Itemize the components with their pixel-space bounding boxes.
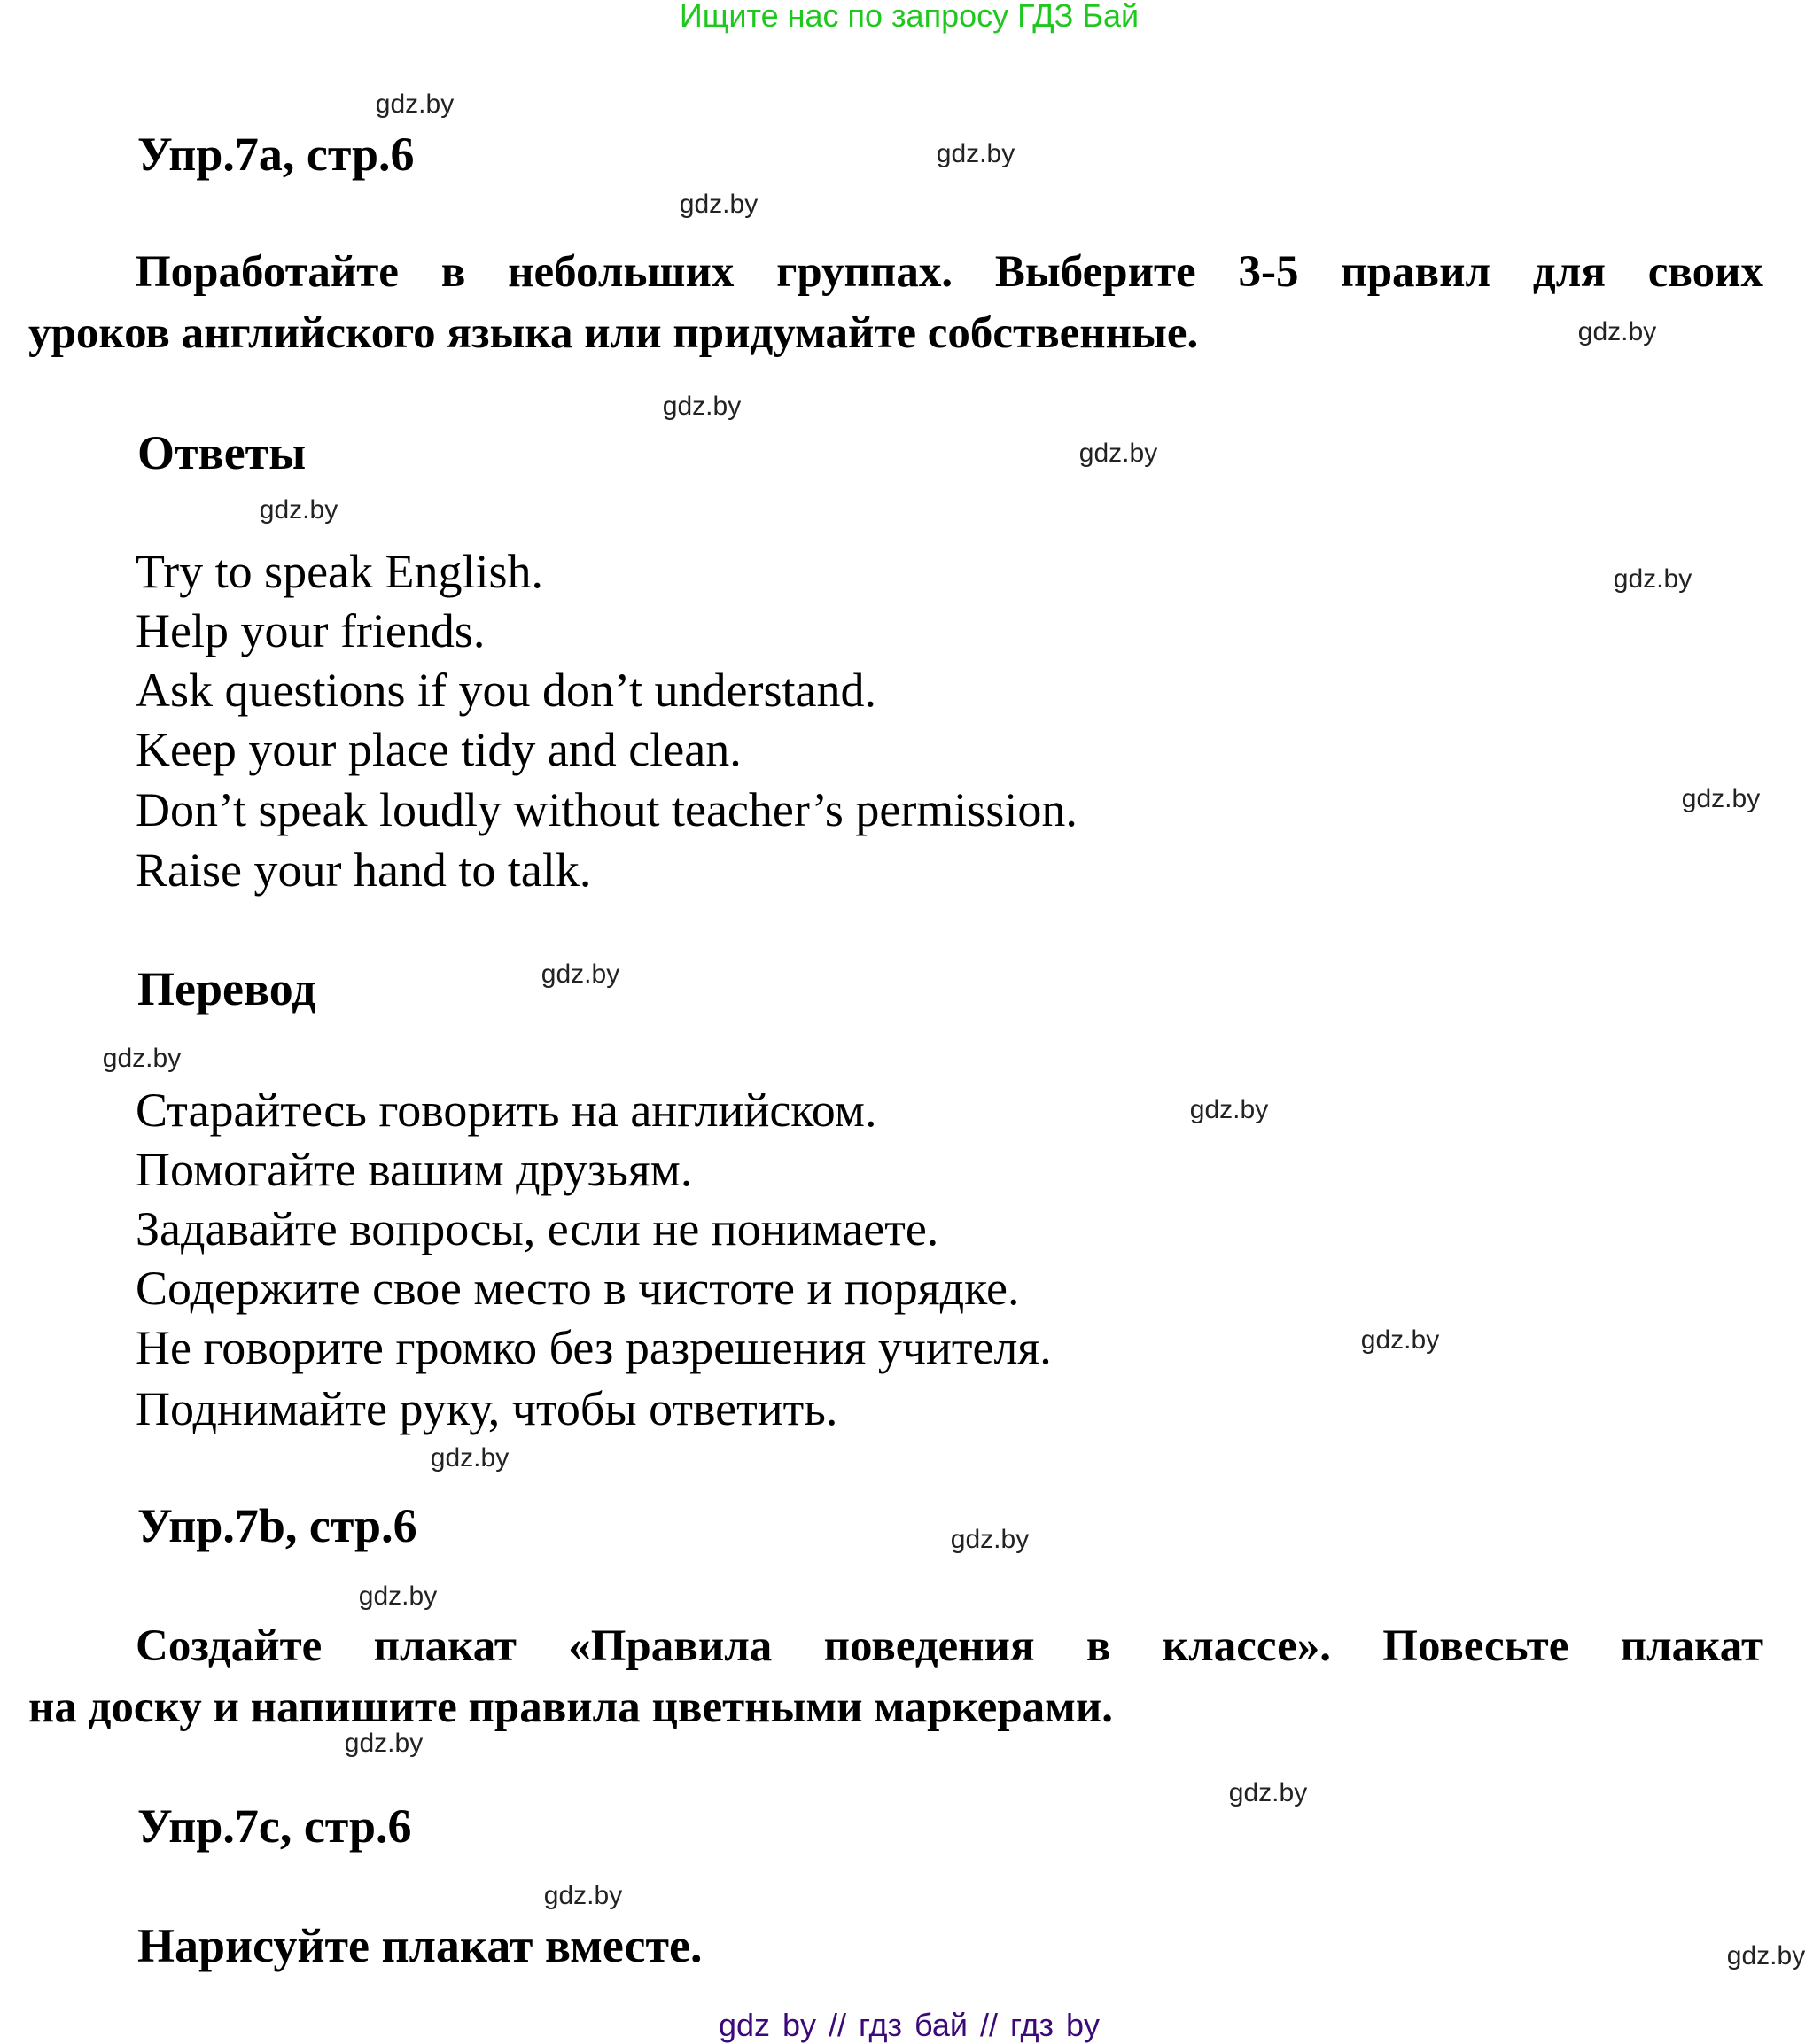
watermark: gdz.by <box>679 190 759 219</box>
watermark: gdz.by <box>950 1525 1030 1554</box>
watermark: gdz.by <box>1078 439 1158 468</box>
watermark: gdz.by <box>358 1582 438 1611</box>
exercise-7a-heading: Упр.7a, стр.6 <box>137 128 415 181</box>
answer-line: Help your friends. <box>136 604 486 657</box>
translation-line: Не говорите громко без разрешения учителя. <box>136 1321 1052 1374</box>
task-line: Поработайте в небольших группах. Выберите 3-5 правил для своих <box>136 247 1763 297</box>
watermark: gdz.by <box>375 89 455 119</box>
exercise-7c-task: Нарисуйте плакат вместе. <box>137 1919 703 1972</box>
watermark: gdz.by <box>1189 1095 1269 1124</box>
search-banner: Ищите нас по запросу ГДЗ Бай <box>679 0 1140 34</box>
translation-line: Задавайте вопросы, если не понимаете. <box>136 1202 939 1255</box>
watermark: gdz.by <box>936 139 1015 168</box>
watermark: gdz.by <box>1228 1778 1308 1807</box>
exercise-7b-heading: Упр.7b, стр.6 <box>137 1499 417 1552</box>
watermark: gdz.by <box>430 1443 510 1473</box>
translation-heading: Перевод <box>137 962 316 1015</box>
watermark: gdz.by <box>1681 784 1761 813</box>
translation-line: Поднимайте руку, чтобы ответить. <box>136 1382 838 1435</box>
watermark: gdz.by <box>662 392 742 421</box>
answer-line: Raise your hand to talk. <box>136 843 592 897</box>
task-line: Создайте плакат «Правила поведения в классе». Повесьте плакат <box>136 1621 1763 1671</box>
watermark: gdz.by <box>1726 1941 1806 1970</box>
task-line: уроков английского языка или придумайте собственные. <box>28 308 1199 358</box>
answers-heading: Ответы <box>137 426 307 479</box>
task-line: на доску и напишите правила цветными маркерами. <box>28 1683 1113 1732</box>
watermark: gdz.by <box>259 495 338 525</box>
watermark: gdz.by <box>541 960 620 989</box>
answer-line: Ask questions if you don’t understand. <box>136 664 876 717</box>
watermark: gdz.by <box>344 1729 424 1758</box>
footer-links[interactable]: gdz by // гдз бай // гдз by <box>718 2007 1101 2043</box>
watermark: gdz.by <box>1360 1325 1440 1355</box>
translation-line: Старайтесь говорить на английском. <box>136 1084 877 1137</box>
watermark: gdz.by <box>543 1881 623 1910</box>
answer-line: Keep your place tidy and clean. <box>136 723 742 776</box>
answer-line: Don’t speak loudly without teacher’s permission. <box>136 783 1078 836</box>
watermark: gdz.by <box>102 1044 182 1073</box>
translation-line: Помогайте вашим друзьям. <box>136 1143 693 1196</box>
exercise-7c-heading: Упр.7c, стр.6 <box>137 1799 412 1853</box>
watermark: gdz.by <box>1577 317 1657 346</box>
translation-line: Содержите свое место в чистоте и порядке. <box>136 1262 1020 1315</box>
watermark: gdz.by <box>1613 564 1692 594</box>
exercise-7a-task <box>28 242 1763 364</box>
exercise-7b-task <box>28 1616 1763 1738</box>
answer-line: Try to speak English. <box>136 545 544 598</box>
